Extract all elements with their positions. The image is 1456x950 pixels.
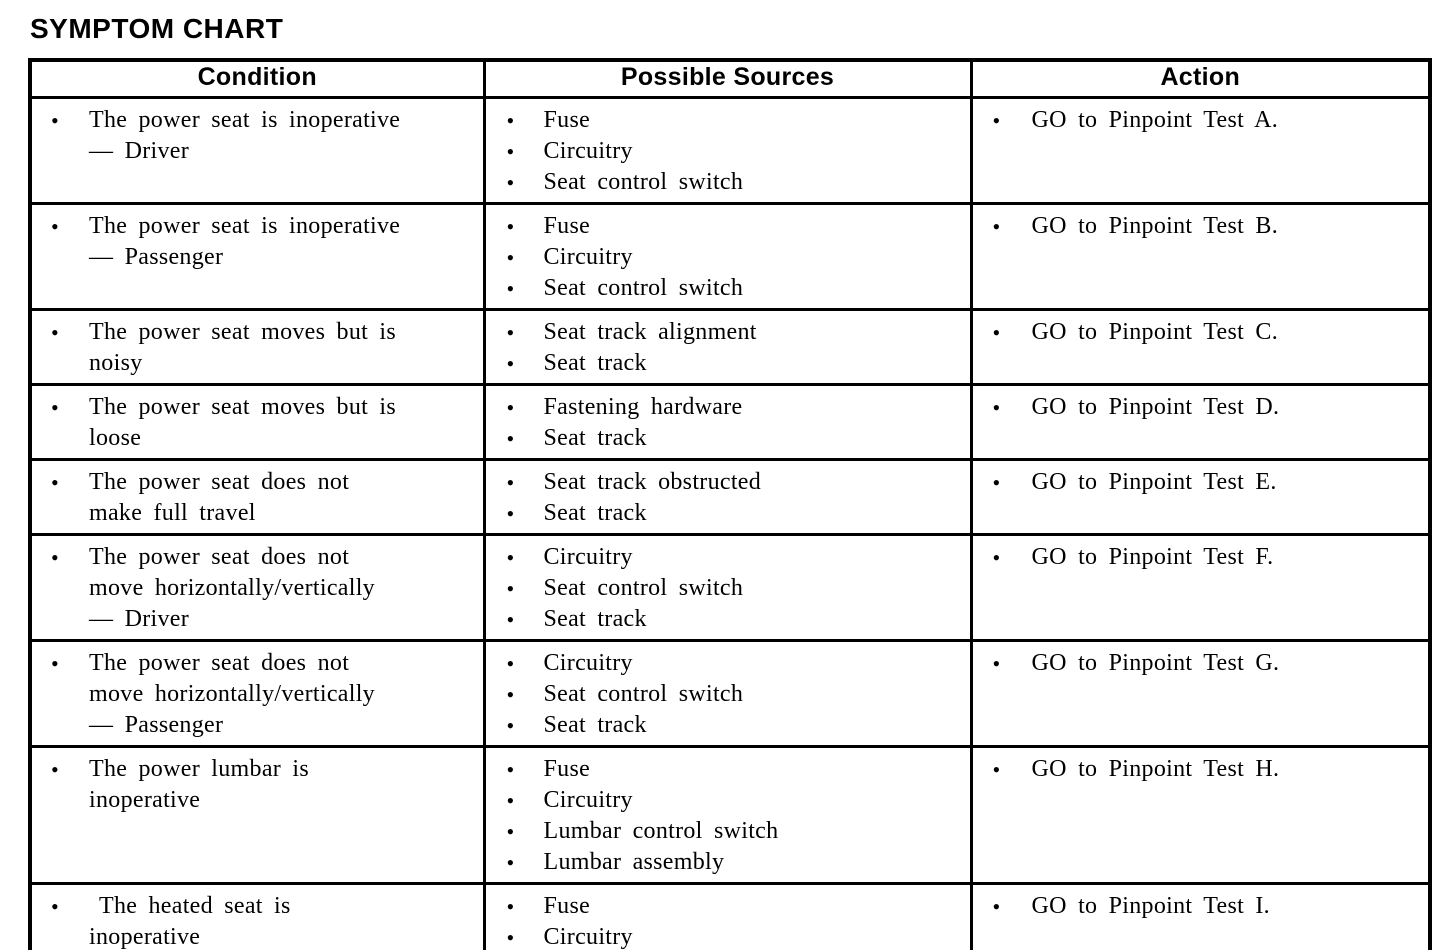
bullet-icon: • [51,544,60,570]
possible-sources-cell [484,97,971,203]
condition-text [89,891,477,950]
condition-line: move horizontally/vertically [89,680,375,707]
condition-text [89,648,477,741]
source-text: Fuse [543,892,591,919]
source-item [486,754,964,785]
action-cell [971,97,1430,203]
source-item [486,273,964,304]
condition-cell [30,746,484,883]
condition-line: move horizontally/vertically [89,574,375,601]
condition-cell [30,640,484,746]
action-cell [971,459,1430,534]
condition-line: inoperative [89,786,201,813]
source-item [486,242,964,273]
source-text: Seat control switch [543,680,744,707]
condition-line: The power seat does not [89,649,350,676]
action-item [973,542,1423,573]
source-item [486,573,964,604]
source-text: Seat track [543,499,647,526]
table-row [30,534,1430,640]
bullet-icon: • [506,169,515,195]
possible-sources-cell [484,384,971,459]
bullet-icon: • [506,575,515,601]
action-item [973,754,1423,785]
condition-line: The heated seat is [99,892,291,919]
condition-cell [30,309,484,384]
condition-line: make full travel [89,499,256,526]
source-item [486,467,964,498]
action-text: GO to Pinpoint Test E. [1031,468,1277,495]
action-item [973,648,1423,679]
source-item [486,423,964,454]
source-item [486,498,964,529]
source-text: Circuitry [543,243,633,270]
source-item [486,105,964,136]
condition-item [32,317,477,379]
source-text: Lumbar control switch [543,817,779,844]
bullet-icon: • [506,107,515,133]
condition-cell [30,97,484,203]
source-item [486,816,964,847]
bullet-icon: • [506,650,515,676]
bullet-icon: • [992,650,1001,676]
action-text: GO to Pinpoint Test B. [1031,212,1279,239]
condition-cell [30,203,484,309]
bullet-icon: • [506,500,515,526]
source-text: Lumbar assembly [543,848,725,875]
bullet-icon: • [506,787,515,813]
condition-item [32,467,477,529]
bullet-icon: • [992,213,1001,239]
source-text: Seat track obstructed [543,468,762,495]
bullet-icon: • [506,544,515,570]
action-item [973,211,1423,242]
source-item [486,710,964,741]
source-item [486,785,964,816]
symptom-chart-table [28,58,1432,950]
source-text: Circuitry [543,786,633,813]
source-item [486,136,964,167]
source-text: Seat track alignment [543,318,757,345]
table-row [30,640,1430,746]
column-header-condition: Condition [30,60,484,97]
bullet-icon: • [506,469,515,495]
possible-sources-cell [484,309,971,384]
condition-line: loose [89,424,142,451]
bullet-icon: • [506,712,515,738]
condition-item [32,648,477,741]
bullet-icon: • [506,681,515,707]
bullet-icon: • [506,924,515,950]
source-text: Seat control switch [543,168,744,195]
source-text: Seat track [543,349,647,376]
bullet-icon: • [992,319,1001,345]
condition-item [32,211,477,273]
table-row [30,97,1430,203]
source-item [486,847,964,878]
table-row [30,384,1430,459]
condition-cell [30,459,484,534]
possible-sources-cell [484,534,971,640]
condition-text [89,542,477,635]
source-text: Seat control switch [543,574,744,601]
source-item [486,317,964,348]
bullet-icon: • [51,893,60,919]
action-text: GO to Pinpoint Test D. [1031,393,1280,420]
source-item [486,167,964,198]
bullet-icon: • [992,544,1001,570]
table-row [30,309,1430,384]
bullet-icon: • [506,394,515,420]
bullet-icon: • [992,469,1001,495]
header-row [30,60,1430,97]
condition-line: The power seat does not [89,468,350,495]
condition-cell [30,534,484,640]
condition-text [89,211,477,273]
source-text: Seat track [543,605,647,632]
action-text: GO to Pinpoint Test F. [1031,543,1274,570]
action-cell [971,883,1430,950]
condition-line: — Driver [89,137,190,164]
action-cell [971,203,1430,309]
condition-text [89,317,477,379]
table-row [30,459,1430,534]
condition-line: inoperative [89,923,201,950]
action-text: GO to Pinpoint Test A. [1031,106,1279,133]
source-item [486,348,964,379]
source-item [486,211,964,242]
source-item [486,891,964,922]
bullet-icon: • [506,350,515,376]
bullet-icon: • [992,394,1001,420]
action-text: GO to Pinpoint Test I. [1031,892,1270,919]
source-item [486,922,964,950]
bullet-icon: • [51,756,60,782]
condition-item [32,754,477,816]
bullet-icon: • [506,893,515,919]
condition-line: The power seat is inoperative [89,212,401,239]
action-text: GO to Pinpoint Test H. [1031,755,1280,782]
source-text: Circuitry [543,649,633,676]
source-item [486,542,964,573]
action-text: GO to Pinpoint Test G. [1031,649,1280,676]
action-item [973,392,1423,423]
action-item [973,317,1423,348]
source-text: Seat control switch [543,274,744,301]
condition-item [32,105,477,167]
table-row [30,883,1430,950]
action-cell [971,309,1430,384]
page-title: SYMPTOM CHART [30,13,284,44]
condition-line: The power seat moves but is [89,393,397,420]
condition-text [89,467,477,529]
action-item [973,467,1423,498]
source-text: Fuse [543,212,591,239]
column-header-possible-sources: Possible Sources [484,60,971,97]
action-item [973,891,1423,922]
source-text: Fuse [543,755,591,782]
bullet-icon: • [506,818,515,844]
condition-item [32,392,477,454]
condition-line: — Driver [89,605,190,632]
condition-line: The power seat does not [89,543,350,570]
source-item [486,679,964,710]
column-header-action: Action [971,60,1430,97]
bullet-icon: • [506,138,515,164]
possible-sources-cell [484,640,971,746]
condition-line: The power seat is inoperative [89,106,401,133]
condition-line: — Passenger [89,243,224,270]
condition-line: — Passenger [89,711,224,738]
condition-cell [30,384,484,459]
bullet-icon: • [51,213,60,239]
action-text: GO to Pinpoint Test C. [1031,318,1279,345]
possible-sources-cell [484,459,971,534]
source-item [486,648,964,679]
possible-sources-cell [484,883,971,950]
source-text: Fuse [543,106,591,133]
possible-sources-cell [484,746,971,883]
condition-text [89,392,477,454]
action-cell [971,746,1430,883]
action-item [973,105,1423,136]
bullet-icon: • [992,893,1001,919]
condition-text [89,105,477,167]
source-text: Circuitry [543,923,633,950]
bullet-icon: • [506,756,515,782]
table-row [30,746,1430,883]
bullet-icon: • [51,107,60,133]
source-text: Circuitry [543,137,633,164]
condition-line: noisy [89,349,143,376]
condition-cell [30,883,484,950]
source-text: Fastening hardware [543,393,743,420]
condition-item [32,542,477,635]
bullet-icon: • [51,469,60,495]
possible-sources-cell [484,203,971,309]
bullet-icon: • [51,650,60,676]
action-cell [971,534,1430,640]
bullet-icon: • [51,319,60,345]
bullet-icon: • [506,275,515,301]
bullet-icon: • [506,425,515,451]
bullet-icon: • [506,213,515,239]
source-text: Seat track [543,711,647,738]
condition-item [32,891,477,950]
action-cell [971,640,1430,746]
condition-line: The power seat moves but is [89,318,397,345]
condition-text [89,754,477,816]
bullet-icon: • [506,244,515,270]
bullet-icon: • [506,606,515,632]
source-text: Circuitry [543,543,633,570]
bullet-icon: • [51,394,60,420]
bullet-icon: • [506,319,515,345]
source-text: Seat track [543,424,647,451]
action-cell [971,384,1430,459]
source-item [486,392,964,423]
table-row [30,203,1430,309]
source-item [486,604,964,635]
condition-line: The power lumbar is [89,755,309,782]
bullet-icon: • [992,107,1001,133]
bullet-icon: • [506,849,515,875]
bullet-icon: • [992,756,1001,782]
